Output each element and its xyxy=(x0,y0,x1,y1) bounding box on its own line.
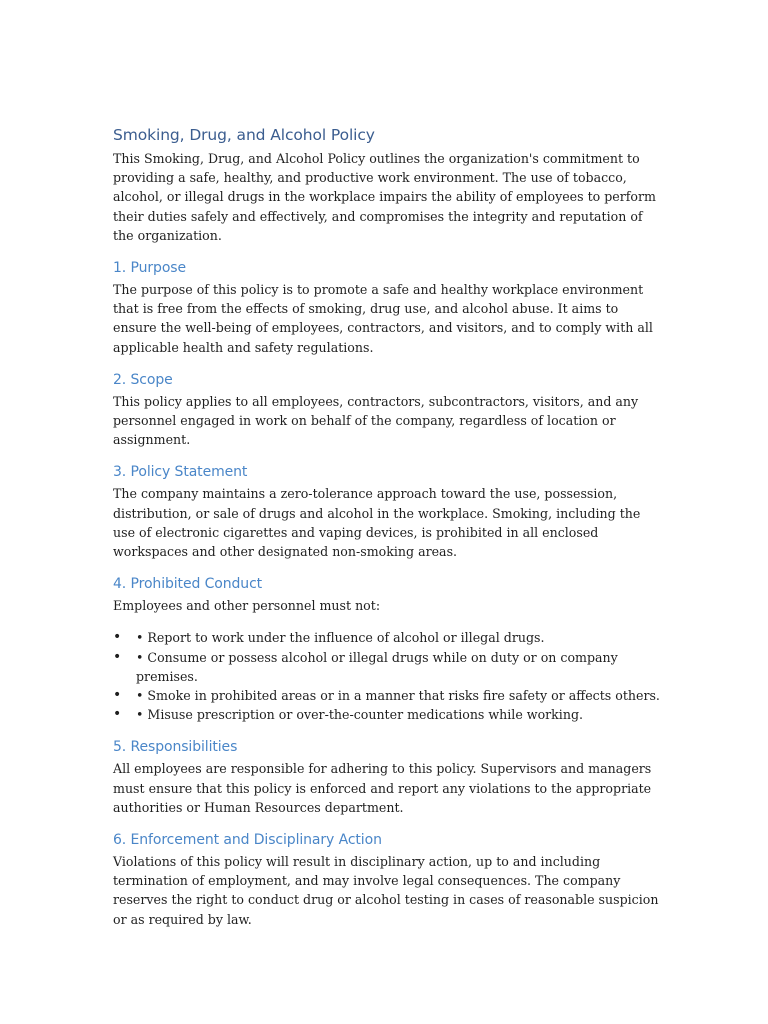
list-item-text: • Misuse prescription or over-the-counter medications while working. xyxy=(136,707,584,723)
bullet-marker: • xyxy=(113,629,122,646)
section-heading-policy-statement: 3. Policy Statement xyxy=(113,464,248,481)
section-body-prohibited-conduct: Employees and other personnel must not: xyxy=(113,598,381,614)
document-page xyxy=(113,124,663,929)
section-heading-responsibilities: 5. Responsibilities xyxy=(113,739,238,756)
bullet-marker: • xyxy=(113,687,122,704)
list-item-text: • Smoke in prohibited areas or in a manner that risks fire safety or affects others. xyxy=(136,688,660,704)
section-body-enforcement: Violations of this policy will result in disciplinary action, up to and including termination of employment, and may involve legal consequences. The company reserves the right to conduct drug or alcohol testing in cases of reasonable suspicion or as required by law. xyxy=(113,854,659,927)
section-heading-prohibited-conduct: 4. Prohibited Conduct xyxy=(113,576,263,593)
section-body-policy-statement: The company maintains a zero-tolerance approach toward the use, possession, distribution, or sale of drugs and alcohol in the workplace. Smoking, including the use of electronic cigarettes and vaping devices, is prohibited in all enclosed workspaces and other designated non-smoking areas. xyxy=(113,486,641,560)
section-heading-scope: 2. Scope xyxy=(113,371,173,388)
document-title: Smoking, Drug, and Alcohol Policy xyxy=(113,126,375,144)
list-item xyxy=(113,705,663,724)
section-heading-purpose: 1. Purpose xyxy=(113,260,186,277)
list-item xyxy=(113,686,663,705)
section-body-responsibilities: All employees are responsible for adhering to this policy. Supervisors and managers must ensure that this policy is enforced and report any violations to the appropriate authorities or Human Resources department. xyxy=(113,761,652,815)
bullet-marker: • xyxy=(113,706,122,723)
intro-paragraph: This Smoking, Drug, and Alcohol Policy outlines the organization's commitment to providing a safe, healthy, and productive work environment. The use of tobacco, alcohol, or illegal drugs in the workplace impairs the ability of employees to perform their duties safely and effectively, and compromises the integrity and reputation of the organization. xyxy=(113,151,656,243)
bullet-marker: • xyxy=(113,648,122,665)
section-heading-enforcement: 6. Enforcement and Disciplinary Action xyxy=(113,832,382,849)
list-item-text: • Consume or possess alcohol or illegal drugs while on duty or on company premises. xyxy=(136,649,618,684)
section-body-scope: This policy applies to all employees, contractors, subcontractors, visitors, and any personnel engaged in work on behalf of the company, regardless of location or assignment. xyxy=(113,393,639,448)
list-item xyxy=(113,648,663,686)
list-item-text: • Report to work under the influence of alcohol or illegal drugs. xyxy=(136,630,545,646)
prohibited-conduct-list xyxy=(113,628,663,724)
list-item xyxy=(113,628,663,647)
section-body-purpose: The purpose of this policy is to promote a safe and healthy workplace environment that is free from the effects of smoking, drug use, and alcohol abuse. It aims to ensure the well-being of employees, contractors, and visitors, and to comply with all applicable health and safety regulations. xyxy=(113,282,653,355)
